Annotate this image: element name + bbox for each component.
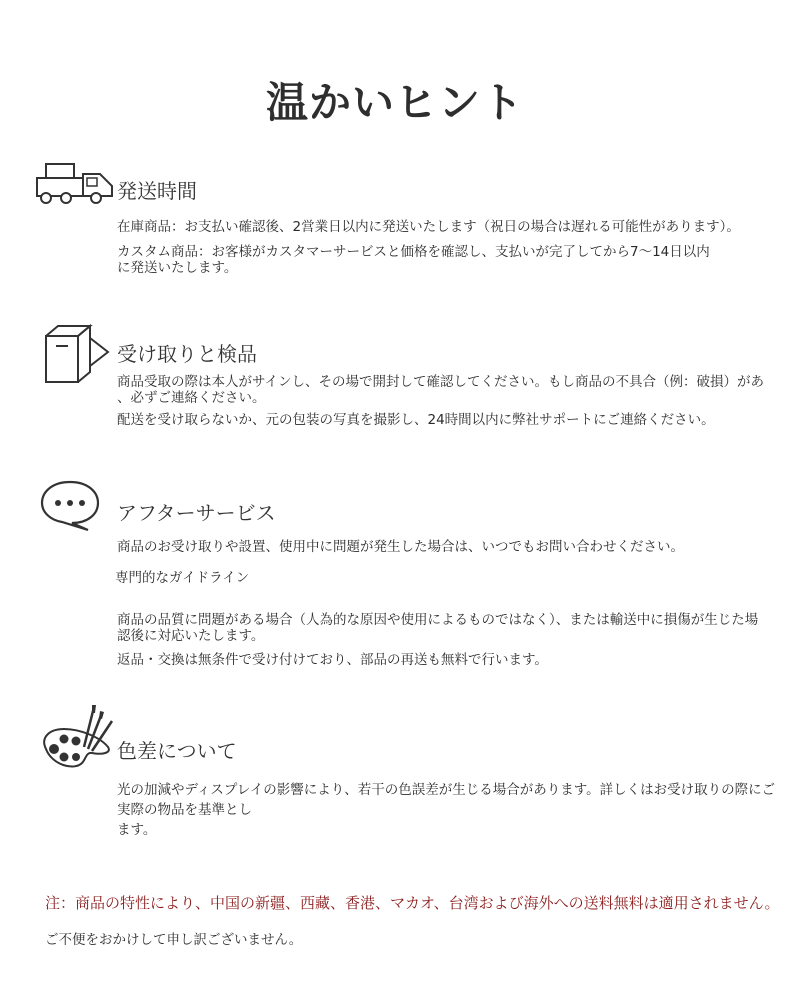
receiving-photo-text: 配送を受け取らないか、元の包装の写真を撮影し、24時間以内に弊社サポートにご連絡ください。 — [117, 412, 715, 428]
section-heading-color-difference: 色差について — [117, 739, 237, 763]
shipping-custom-text: カスタム商品：お客様がカスタマーサービスと価格を確認し、支払いが完了してから7〜14日以内 に発送いたします。 — [117, 244, 710, 276]
after-sales-quality-text: 商品の品質に問題がある場合（人為的な原因や使用によるものではなく）、または輸送中に損傷が生じた場 認後に対応いたします。 — [117, 612, 759, 644]
section-heading-after-sales: アフターサービス — [117, 501, 276, 525]
section-heading-shipping: 発送時間 — [117, 179, 197, 203]
page-title: 温かいヒント — [265, 78, 524, 127]
paint-palette-icon — [40, 703, 114, 771]
package-box-icon — [40, 322, 112, 388]
receiving-inspect-text: 商品受取の際は本人がサインし、その場で開封して確認してください。もし商品の不具合（例：破損）があ 、必ずご連絡ください。 — [117, 374, 765, 406]
section-heading-receiving: 受け取りと検品 — [117, 342, 257, 366]
after-sales-contact-text: 商品のお受け取りや設置、使用中に問題が発生した場合は、いつでもお問い合わせください。 — [117, 539, 684, 555]
color-difference-text: 光の加減やディスプレイの影響により、若干の色誤差が生じる場合があります。詳しくはお受け取りの際にご 実際の物品を基準とし ます。 — [117, 782, 776, 838]
shipping-exclusion-note: 注：商品の特性により、中国の新疆、西藏、香港、マカオ、台湾および海外への送料無料は適用されません。 — [45, 894, 780, 912]
after-sales-return-text: 返品・交換は無条件で受け付けており、部品の再送も無料で行います。 — [117, 652, 548, 668]
delivery-truck-icon — [34, 160, 118, 208]
chat-bubble-icon — [40, 478, 102, 532]
guideline-label: 専門的なガイドライン — [115, 570, 250, 586]
shipping-stock-text: 在庫商品：お支払い確認後、2営業日以内に発送いたします（祝日の場合は遅れる可能性があります）。 — [117, 219, 740, 235]
apology-text: ご不便をおかけして申し訳ございません。 — [45, 932, 303, 948]
